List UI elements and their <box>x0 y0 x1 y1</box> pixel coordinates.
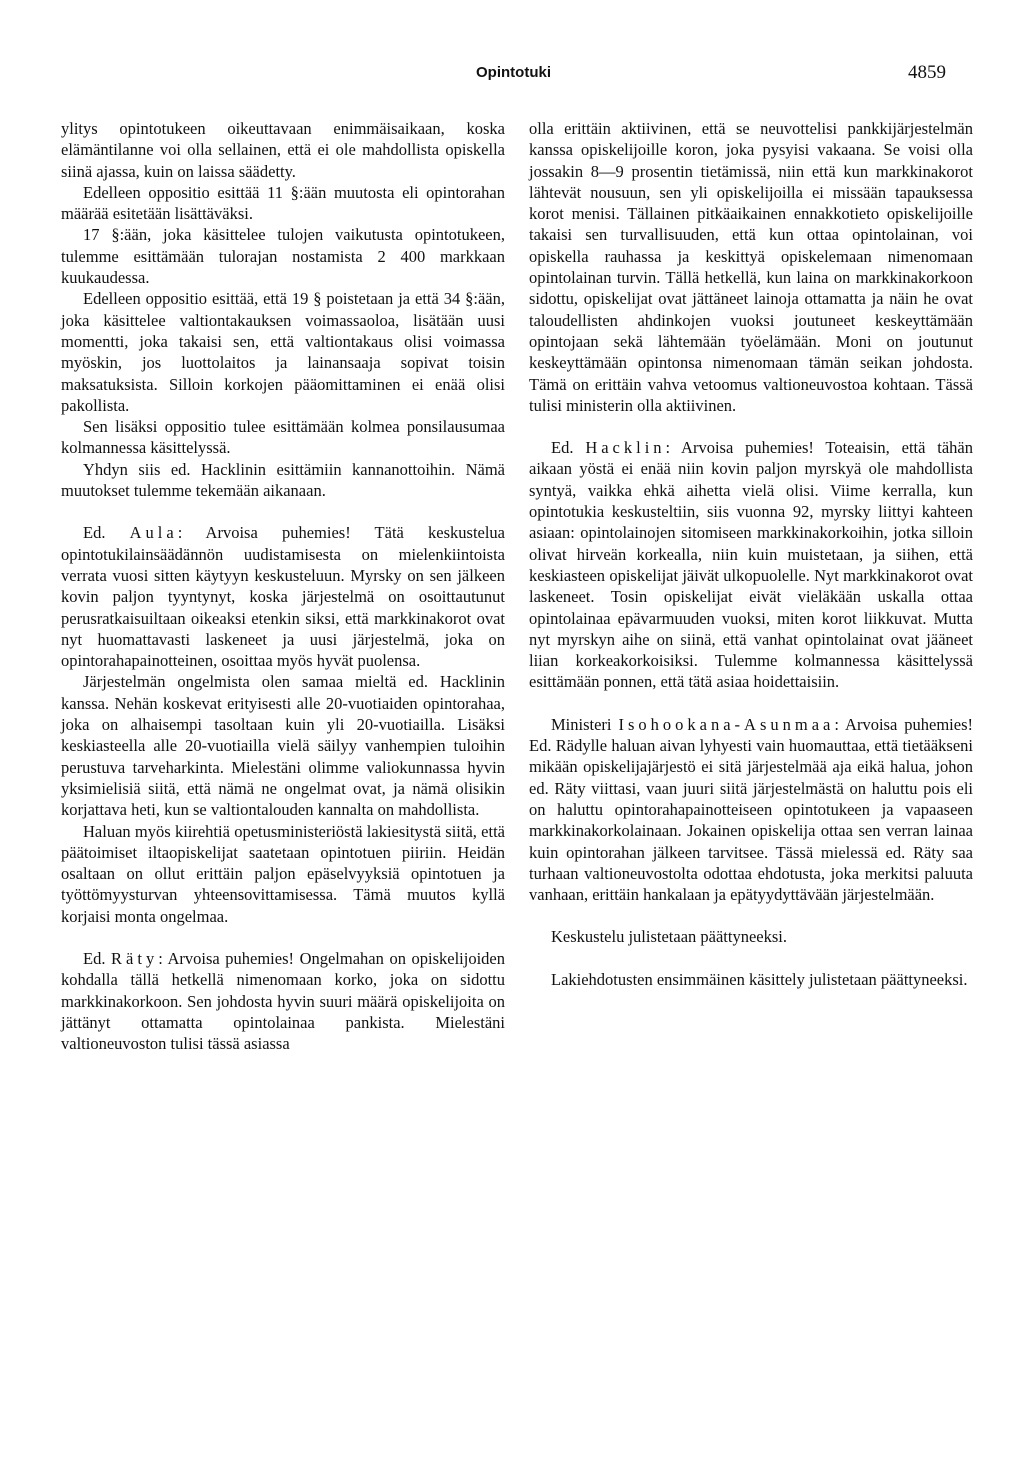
speech-aula <box>61 522 505 671</box>
paragraph: Järjestelmän ongelmista olen samaa mieltä ed. Hacklinin kanssa. Nehän koskevat erityisesti alle 20-vuotiaiden opintorahaa, joka on alhaisempi tasoltaan kuin yli 20-vuotiailla. Lisäksi keskiasteella alle 20-vuotiailla vielä säilyy vanhempien tuloihin perustuva tarveharkinta. Mielestäni olimme valiokunnassa hyvin yksimielisiä siitä, että nämä ne ongelmat ovat, ja nämä olisikin korjattava heti, kun se valtiontalouden kannalta on mahdollista. <box>61 672 505 820</box>
speaker-name: Räty <box>111 948 159 968</box>
speech-text: : Arvoisa puhemies! Toteaisin, että tähän aikaan yöstä ei enää niin kovin paljon myrskyä ole mahdollista syntyä, vaikka ehkä aihetta vielä olisi. Viime kerralla, kun opintotukia keskusteltiin, siis vuonna 92, myrsky liittyi kahteen asiaan: opintolainojen sitomiseen markkinakorkoihin, jotka silloin olivat hirveän korkealla, niin kuin muistetaan, ja siihen, että keskiasteen opiskelijat jäivät ulkopuolelle. Nyt markkinakorot ovat laskeneet. Tosin opiskelijat eivät vieläkään uskalla ottaa opintolainaa epävarmuuden vuoksi, miten korot liikkuvat. Mutta nyt myrskyn aihe on siinä, että vanhat opintolainat ovat jääneet liian korkeakorkoisiksi. Tulemme kolmannessa käsittelyssä esittämään ponnen, että tätä asiaa hoidettaisiin. <box>529 438 974 692</box>
speech-minister <box>529 714 973 906</box>
speaker-name: Hacklin <box>585 438 666 458</box>
speech-hacklin <box>529 437 973 693</box>
paragraph: 17 §:ään, joka käsittelee tulojen vaikutusta opintotukeen, tulemme esittämään tulorajan nostamista 2 400 markkaan kuukaudessa. <box>61 225 505 288</box>
paragraph: Yhdyn siis ed. Hacklinin esittämiin kannanottoihin. Nämä muutokset tulemme tekemään aikanaan. <box>61 459 505 501</box>
speaker-name: Isohookana-Asunmaa <box>618 714 835 734</box>
left-column <box>61 118 505 1054</box>
right-column <box>529 118 973 990</box>
page-number: 4859 <box>908 62 946 83</box>
speaker-title: Ed. <box>83 948 106 968</box>
paragraph: Edelleen oppositio esittää 11 §:ään muutosta eli opintorahan määrää esitetään lisättäväksi. <box>61 182 505 224</box>
speech-text: : Arvoisa puhemies! Ed. Rädylle haluan aivan lyhyesti vain huomauttaa, että tietääkseni mikään opiskelijajärjestö ei sitä järjestelmää aja eikä halua, johon ed. Räty viittasi, vaan juuri siitä järjestelmästä on haluttu pois eli on haluttu opintorahapainotteiseen opintotukeen ja vapaaseen markkinakorkolainaan. Jokainen opiskelija ottaa sen verran lainaa kuin opintorahan jälkeen tarvitsee. Tässä mielessä ed. Räty saa turhaan valtioneuvostolta odottaa ehdotusta, joka merkitsi paluuta vanhaan, erittäin hankalaan ja epätyydyttävään järjestelmään. <box>529 714 973 905</box>
paragraph: olla erittäin aktiivinen, että se neuvottelisi pankkijärjestelmän kanssa opiskelijoille koron, joka pysyisi vakaana. Se voisi olla jossakin 8—9 prosentin tietämissä, niin että kun markkinakorot lähtevät nousuun, sen yli opiskelijoilla ei missään tapauksessa korot menisi. Tällainen pitkäaikainen ennakkotieto opiskelijoille takaisi sen turvallisuuden, että kun ottaa opintolainan, voi opiskella rauhassa ja keskittyä opiskelemaan nimenomaan opintolainan turvin. Tällä hetkellä, kun laina on markkinakorkoon sidottu, opiskelijat ovat jättäneet lainoja ottamatta ja näin he ovat taloudellisten ahdinkojen vuoksi joutuneet keskeyttämään opintojaan sekä lähtemään työelämään. Moni on joutunut keskeyttämään opintonsa nimenomaan tämän seikan johdosta. Tämä on erittäin vahva vetoomus valtioneuvostoa kohtaan. Tässä tulisi ministerin olla aktiivinen. <box>529 119 973 415</box>
speech-raty <box>61 948 505 1054</box>
paragraph: Sen lisäksi oppositio tulee esittämään kolmea ponsilausumaa kolmannessa käsittelyssä. <box>61 417 505 458</box>
speaker-title: Ed. <box>83 523 106 543</box>
paragraph: ylitys opintotukeen oikeuttavaan enimmäisaikaan, koska elämäntilanne voi olla sellainen, että ei ole mahdollista opiskella siinä ajassa, kuin on laissa säädetty. <box>61 119 505 181</box>
speaker-title: Ministeri <box>551 714 612 734</box>
paragraph: Keskustelu julistetaan päättyneeksi. <box>551 927 787 947</box>
speech-text: : Arvoisa puhemies! Ongelmahan on opiskelijoiden kohdalla tällä hetkellä nimenomaan korko, joka on sidottu markkinakorkoon. Sen johdosta hyvin suuri määrä opiskelijoita on jättänyt ottamatta opintolainaa pankista. Mielestäni valtioneuvoston tulisi tässä asiassa <box>61 948 505 1054</box>
speech-text: : Arvoisa puhemies! Tätä keskustelua opintotukilainsäädännön uudistamisesta on mielenkiintoista verrata vuosi sitten käytyyn keskusteluun. Myrsky on sen jälkeen kovin paljon tyyntynyt, koska järjestelmä on osoittautunut perusratkaisuiltaan oikeaksi etenkin siksi, että markkinakorot ovat nyt huomattavasti laskeneet ja uusi järjestelmä, joka on opintorahapainotteinen, osoittaa myös hyvät puolensa. <box>61 523 506 671</box>
speaker-name: Aula <box>129 523 178 543</box>
paragraph: Edelleen oppositio esittää, että 19 § poistetaan ja että 34 §:ään, joka käsittelee valtiontakauksen voimassaoloa, lisätään uusi momentti, joka takaisi sen, että valtiontakaus olisi voimassa myöskin, jos luottolaitos ja lainansaaja sopivat toisin maksatuksista. Silloin korkojen pääomittaminen ei enää olisi pakollista. <box>61 289 505 415</box>
running-header-title: Opintotuki <box>476 64 551 81</box>
speaker-title: Ed. <box>551 438 574 458</box>
paragraph: Lakiehdotusten ensimmäinen käsittely julistetaan päättyneeksi. <box>551 969 968 989</box>
paragraph: Haluan myös kiirehtiä opetusministeriöstä lakiesitystä siitä, että päätoimiset iltaopiskelijat saatetaan opintotuen piiriin. Heidän osaltaan on ollut erittäin paljon epäselvyyksiä opintotuen ja työttömyysturvan yhteensovittamisessa. Tämä muutos kyllä korjaisi monta ongelmaa. <box>61 821 505 926</box>
